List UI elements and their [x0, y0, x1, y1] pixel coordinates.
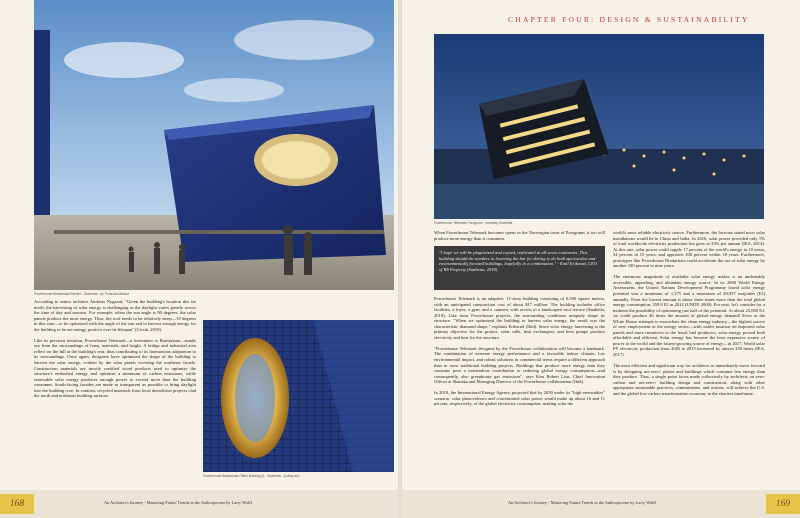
right-intro-paragraph: When Powerhouse Telemark becomes opens in the Norwegian town of Porsgrunn, it too will produce more energy than it consumes.	[434, 230, 605, 241]
right-col2-paragraph-3: The most effective and significant way for architects to immediately move forward is by designing net-zero+ places and buildings which consume less energy than they produce. Thus, a single point focus made collectively by architects on zero-carbon and net-zero+ building design and construction, along with other appropriate sustainable practices, commitments, and actions, will achieve the U.S. and the global low-carbon transformation economy in the shortest timeframe.	[613, 363, 765, 396]
right-col1-paragraph-3: In 2018, the International Energy Agency projected that by 2050 under its "high renewables" scenario, solar photovoltaics and concentrated solar power would make up about 16 and 11 percent, respectively, of the global electricity consumption, making solar the	[434, 390, 605, 407]
chapter-heading: CHAPTER FOUR: DESIGN & SUSTAINABILITY	[508, 15, 750, 24]
left-top-caption: Powerhouse Brattørkaia Render - Snøhetta - by Porta Anwändad	[34, 292, 129, 296]
brattorkaia-render-photo	[34, 0, 394, 290]
right-page-number: 169	[766, 494, 800, 514]
right-col1-paragraph-2: "Powerhouse Telemark designed by the Powerhouse collaboration will become a landmark. The combination of extreme energy performance and a favorable indoor climate, low environmental impact, and robust solutions in commercial terms require a different approach than in most traditional building projects. Buildings that produce more energy than they consume pose a tremendous contribution to reducing global energy consumption—and consequently, also greenhouse gas emissions", says Kim Robert Lisø, Chief Innovation Officer at Skanska and Managing Director of the Powerhouse collaboration (Ibid).	[434, 345, 605, 385]
right-col2-paragraph-2: The enormous magnitude of available solar energy makes it an undeniably accessible, appealing, and abundant energy source. In its 2000 World Energy Assessment, the United Nations Development Programme found solar energy potential was a minimum of 1,575 and a maximum of 49,837 exajoules (EJ) annually. Even the lowest amount is about three times more than the total global energy consumption, 559.8 EJ in 2012 (UNDP, 2000). For now, let's consider for a moment the possibility of optimizing just half of the potential. At about 25,000 EJ, we could produce 46 times the amount of global energy demand! Even as the White House attempts to exacerbate the clean energy industry—the highest source of new employment in the energy sector—with unfair taxation on imported solar panels and more incentives to the fossil fuel producers, solar energy proved both affordable and efficient. Solar energy has become the least expensive source of power in the world and the fastest-growing source of energy—in 2017, World solar PV electricity production from 2005 to 2015 increased by almost 250 times (IEA, 2017).	[613, 274, 765, 357]
pull-quote: "I hope we will be plagiarized and copied, replicated in all seven continents. This building should do wonders in lowering the bar for daring to do both spectacular and environmentally forward buildings, hopefully in a combination." - Emil Eriksrød, CEO of R8 Property (Snøhetta, 2019).	[434, 246, 605, 290]
right-col1-paragraph-1: Powerhouse Telemark is an adaptive, 11-story building consisting of 6,500 square meters, with an anticipated construction cost of about $17 million. The building includes office facilities, a foyer, a gym, and a canteen, with access to a landscaped roof terrace (Snøhetta, 2019). Like most Powerhouse projects, the surrounding conditions uniquely shape its structure. "When we optimized the building to harvest solar energy, the result was the characteristic diamond shape," explains Eriksrød (Ibid). Since solar energy harvesting is the primary objective for the project, solar cells, heat exchangers, and heat pumps produce electricity and heat for the structure.	[434, 296, 605, 340]
telemark-night-photo	[434, 34, 764, 219]
left-paragraph-2: Like its previous iteration, Powerhouse Telemark—a forerunner to Brattørkaia—stands out from the surroundings of form, materials, and height. A bridge and industrial area reflect on the hill at the building's rear, thus contributing to its harmonious adaptation to its surroundings. Once again, designers have optimized the shape of the building to harvest the solar energy, evident by the solar panels covering the southeast facade. Construction materials are mostly certified wood products used to optimize the structure's embodied energy and optimize a minimum of carbon emissions, while renewable solar energy produces enough power to exceed more than the building consumes. South-facing facades are made as transparent as possible to bring daylight into the building core. In contrast, recycled materials from local demolition projects clad the north and northeast building surfaces.	[34, 337, 196, 399]
atrium-illustration	[203, 320, 394, 472]
left-text-column	[34, 299, 196, 404]
left-paragraph-1: According to senior architect Andreas Nygaard, "Given the building's location this far north, the harvesting of solar energy is challenging as the daylight varies greatly across the time of day and seasons. For example, when the sun angle is 90 degrees, the solar panels produce the most energy. Thus, the roof needs to be relatively steep—19 degrees in this case—to be optimized with the angle of the sun and to harvest enough energy for the building to be net-energy positive over its lifespan" (Crook, 2019).	[34, 299, 196, 332]
left-footer-text: An Architect's Journey - Mastering Future Trends in the Anthropocene by Larry Wolff	[104, 500, 253, 505]
right-intro-text	[434, 230, 605, 247]
right-footer-text: An Architect's Journey - Mastering Future Trends in the Anthropocene by Larry Wolff	[508, 500, 657, 505]
right-text-column-2	[613, 230, 765, 402]
left-bottom-caption: Powerhouse Brattørkaia Office Building (i) - Snøhetta - (Lobby art)	[203, 474, 300, 478]
brattorkaia-render-illustration	[34, 0, 394, 290]
telemark-night-illustration	[434, 34, 764, 219]
book-gutter	[398, 0, 402, 518]
right-col2-paragraph-1: world's most reliable electricity source. Furthermore, the forecast stated most solar installations would be in China and India. In 2016, solar power provided only 1% of total worldwide electricity production but grew at 33% per annum (IEA, 2014). At this rate, solar power could supply 17 percent of the world's energy in 10 years, 34 percent in 15 years, and approach 100 percent within 18 years. Furthermore, prototypes like Powerhouse Brattørkaia could accelerate the use of solar energy by another 100 percent in nine years.	[613, 230, 765, 269]
right-top-caption: Powerhouse Telemark Porsgrunn - courtesy Snøhetta	[434, 221, 513, 225]
brattorkaia-atrium-photo	[203, 320, 394, 472]
left-page-number: 168	[0, 494, 34, 514]
right-text-column-1	[434, 296, 605, 412]
